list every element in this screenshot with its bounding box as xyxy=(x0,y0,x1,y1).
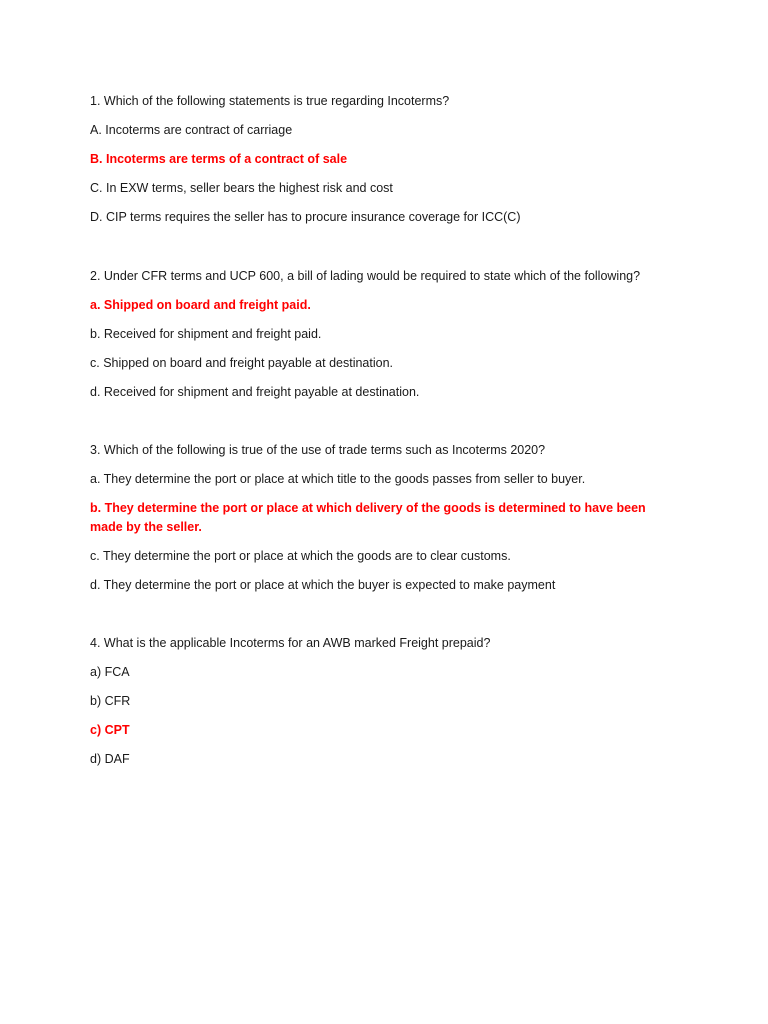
question-1-option-b-correct: B. Incoterms are terms of a contract of sale xyxy=(90,152,348,166)
question-2-option-a-correct: a. Shipped on board and freight paid. xyxy=(90,298,311,312)
question-2-option-c: c. Shipped on board and freight payable at destination. xyxy=(90,356,393,370)
question-1-prompt: 1. Which of the following statements is true regarding Incoterms? xyxy=(90,94,450,108)
question-1 xyxy=(90,92,680,237)
question-3-option-d: d. They determine the port or place at which the buyer is expected to make payment xyxy=(90,578,556,592)
question-3 xyxy=(90,441,680,605)
question-2-prompt: 2. Under CFR terms and UCP 600, a bill of lading would be required to state which of the following? xyxy=(90,269,641,283)
question-1-option-a: A. Incoterms are contract of carriage xyxy=(90,123,293,137)
question-3-prompt: 3. Which of the following is true of the use of trade terms such as Incoterms 2020? xyxy=(90,443,546,457)
question-4-option-d: d) DAF xyxy=(90,752,130,766)
question-4-option-c-correct: c) CPT xyxy=(90,723,130,737)
question-4 xyxy=(90,634,680,779)
question-1-option-d: D. CIP terms requires the seller has to procure insurance coverage for ICC(C) xyxy=(90,210,521,224)
question-2-option-b: b. Received for shipment and freight paid. xyxy=(90,327,322,341)
question-3-option-c: c. They determine the port or place at which the goods are to clear customs. xyxy=(90,549,511,563)
question-4-option-b: b) CFR xyxy=(90,694,131,708)
question-3-option-a: a. They determine the port or place at which title to the goods passes from seller to buyer. xyxy=(90,472,586,486)
question-3-option-b-correct: b. They determine the port or place at which delivery of the goods is determined to have been made by the seller. xyxy=(90,501,646,534)
question-1-option-c: C. In EXW terms, seller bears the highest risk and cost xyxy=(90,181,393,195)
question-4-prompt: 4. What is the applicable Incoterms for an AWB marked Freight prepaid? xyxy=(90,636,491,650)
question-2 xyxy=(90,267,680,412)
question-2-option-d: d. Received for shipment and freight payable at destination. xyxy=(90,385,420,399)
question-4-option-a: a) FCA xyxy=(90,665,130,679)
